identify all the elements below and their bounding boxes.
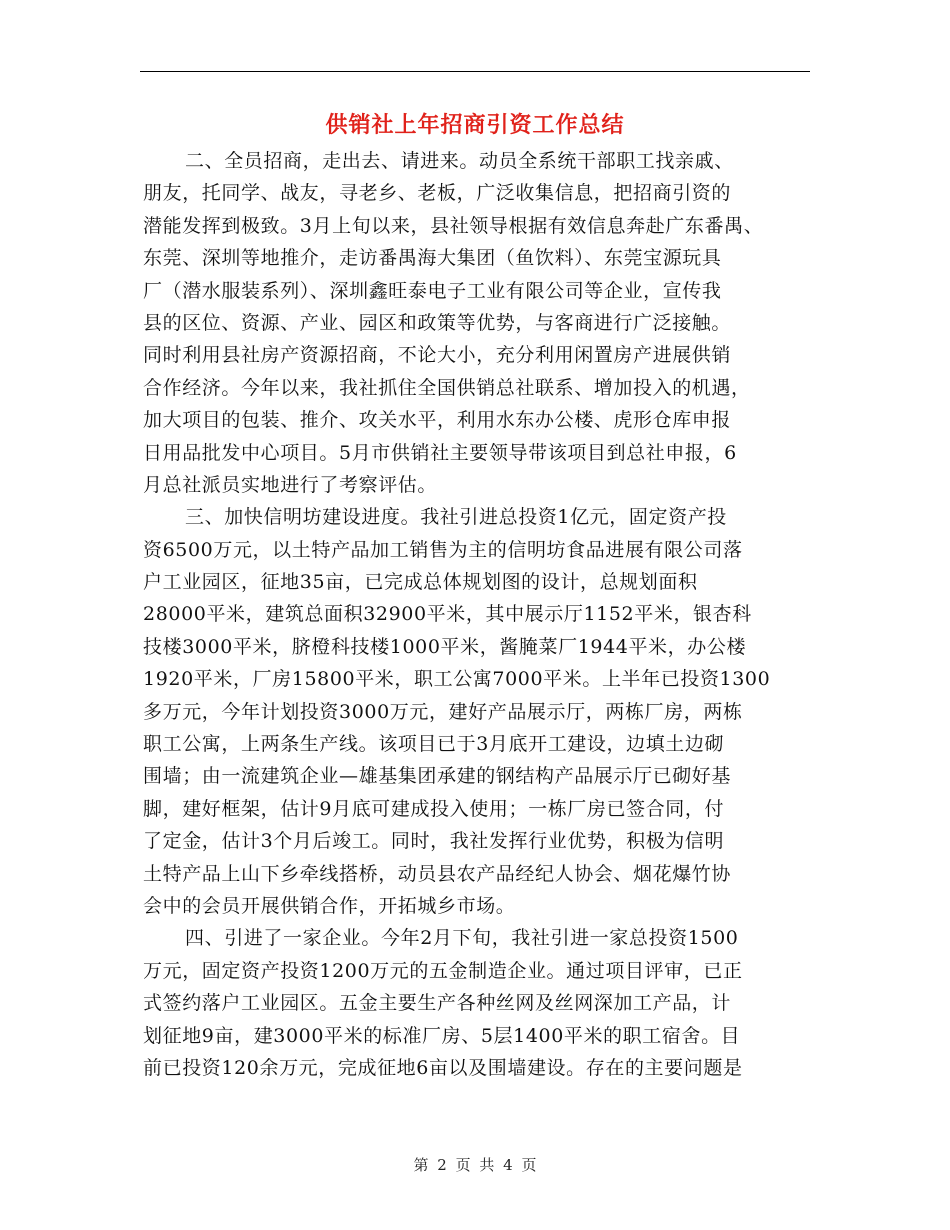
- header-rule: [140, 71, 810, 72]
- paragraph-line: 了定金，估计3个月后竣工。同时，我社发挥行业优势，积极为信明: [143, 830, 725, 853]
- paragraph-line: 四、引进了一家企业。今年2月下旬，我社引进一家总投资1500: [185, 927, 739, 950]
- paragraph-line: 东莞、深圳等地推介，走访番禺海大集团（鱼饮料）、东莞宝源玩具: [143, 247, 722, 270]
- paragraph-line: 围墙；由一流建筑企业—雄基集团承建的钢结构产品展示厅已砌好基: [143, 765, 732, 788]
- paragraph-line: 土特产品上山下乡牵线搭桥，动员县农产品经纪人协会、烟花爆竹协: [143, 862, 732, 885]
- paragraph-line: 朋友，托同学、战友，寻老乡、老板，广泛收集信息，把招商引资的: [143, 182, 732, 205]
- paragraph-line: 1920平米，厂房15800平米，职工公寓7000平米。上半年已投资1300: [143, 668, 771, 691]
- paragraph-line: 日用品批发中心项目。5月市供销社主要领导带该项目到总社申报，6: [143, 441, 737, 464]
- paragraph-line: 三、加快信明坊建设进度。我社引进总投资1亿元，固定资产投: [185, 506, 727, 529]
- paragraph-line: 县的区位、资源、产业、园区和政策等优势，与客商进行广泛接触。: [143, 311, 732, 334]
- paragraph-line: 资6500万元，以土特产品加工销售为主的信明坊食品进展有限公司落: [143, 538, 743, 561]
- paragraph-line: 户工业园区，征地35亩，已完成总体规划图的设计，总规划面积: [143, 571, 698, 594]
- paragraph-line: 多万元，今年计划投资3000万元，建好产品展示厅，两栋厂房，两栋: [143, 700, 743, 723]
- paragraph-line: 职工公寓，上两条生产线。该项目已于3月底开工建设，边填土边砌: [143, 733, 725, 756]
- paragraph-line: 月总社派员实地进行了考察评估。: [143, 473, 438, 496]
- page-number-footer: 第 2 页 共 4 页: [413, 1156, 537, 1174]
- paragraph-line: 28000平米，建筑总面积32900平米，其中展示厅1152平米，银杏科: [143, 603, 752, 626]
- paragraph-line: 技楼3000平米，脐橙科技楼1000平米，酱腌菜厂1944平米，办公楼: [143, 635, 747, 658]
- paragraph-line: 同时利用县社房产资源招商，不论大小，充分利用闲置房产进展供销: [143, 344, 732, 367]
- paragraph-line: 式签约落户工业园区。五金主要生产各种丝网及丝网深加工产品，计: [143, 992, 732, 1015]
- paragraph-line: 万元，固定资产投资1200万元的五金制造企业。通过项目评审，已正: [143, 959, 743, 982]
- document-body: [143, 145, 813, 1084]
- paragraph-line: 合作经济。今年以来，我社抓住全国供销总社联系、增加投入的机遇，: [143, 376, 751, 399]
- paragraph-line: 厂（潜水服装系列）、深圳鑫旺泰电子工业有限公司等企业，宣传我: [143, 279, 722, 302]
- paragraph-line: 会中的会员开展供销合作，开拓城乡市场。: [143, 894, 516, 917]
- paragraph-line: 加大项目的包装、推介、攻关水平，利用水东办公楼、虎形仓库申报: [143, 409, 732, 432]
- paragraph-line: 划征地9亩，建3000平米的标准厂房、5层1400平米的职工宿舍。目: [143, 1024, 741, 1047]
- paragraph-line: 前已投资120余万元，完成征地6亩以及围墙建设。存在的主要问题是: [143, 1056, 743, 1079]
- document-title: 供销社上年招商引资工作总结: [325, 113, 625, 138]
- paragraph-line: 脚，建好框架，估计9月底可建成投入使用；一栋厂房已签合同，付: [143, 797, 725, 820]
- paragraph-line: 二、全员招商，走出去、请进来。动员全系统干部职工找亲戚、: [185, 150, 734, 172]
- paragraph-line: 潜能发挥到极致。3月上旬以来，县社领导根据有效信息奔赴广东番禺、: [143, 214, 764, 237]
